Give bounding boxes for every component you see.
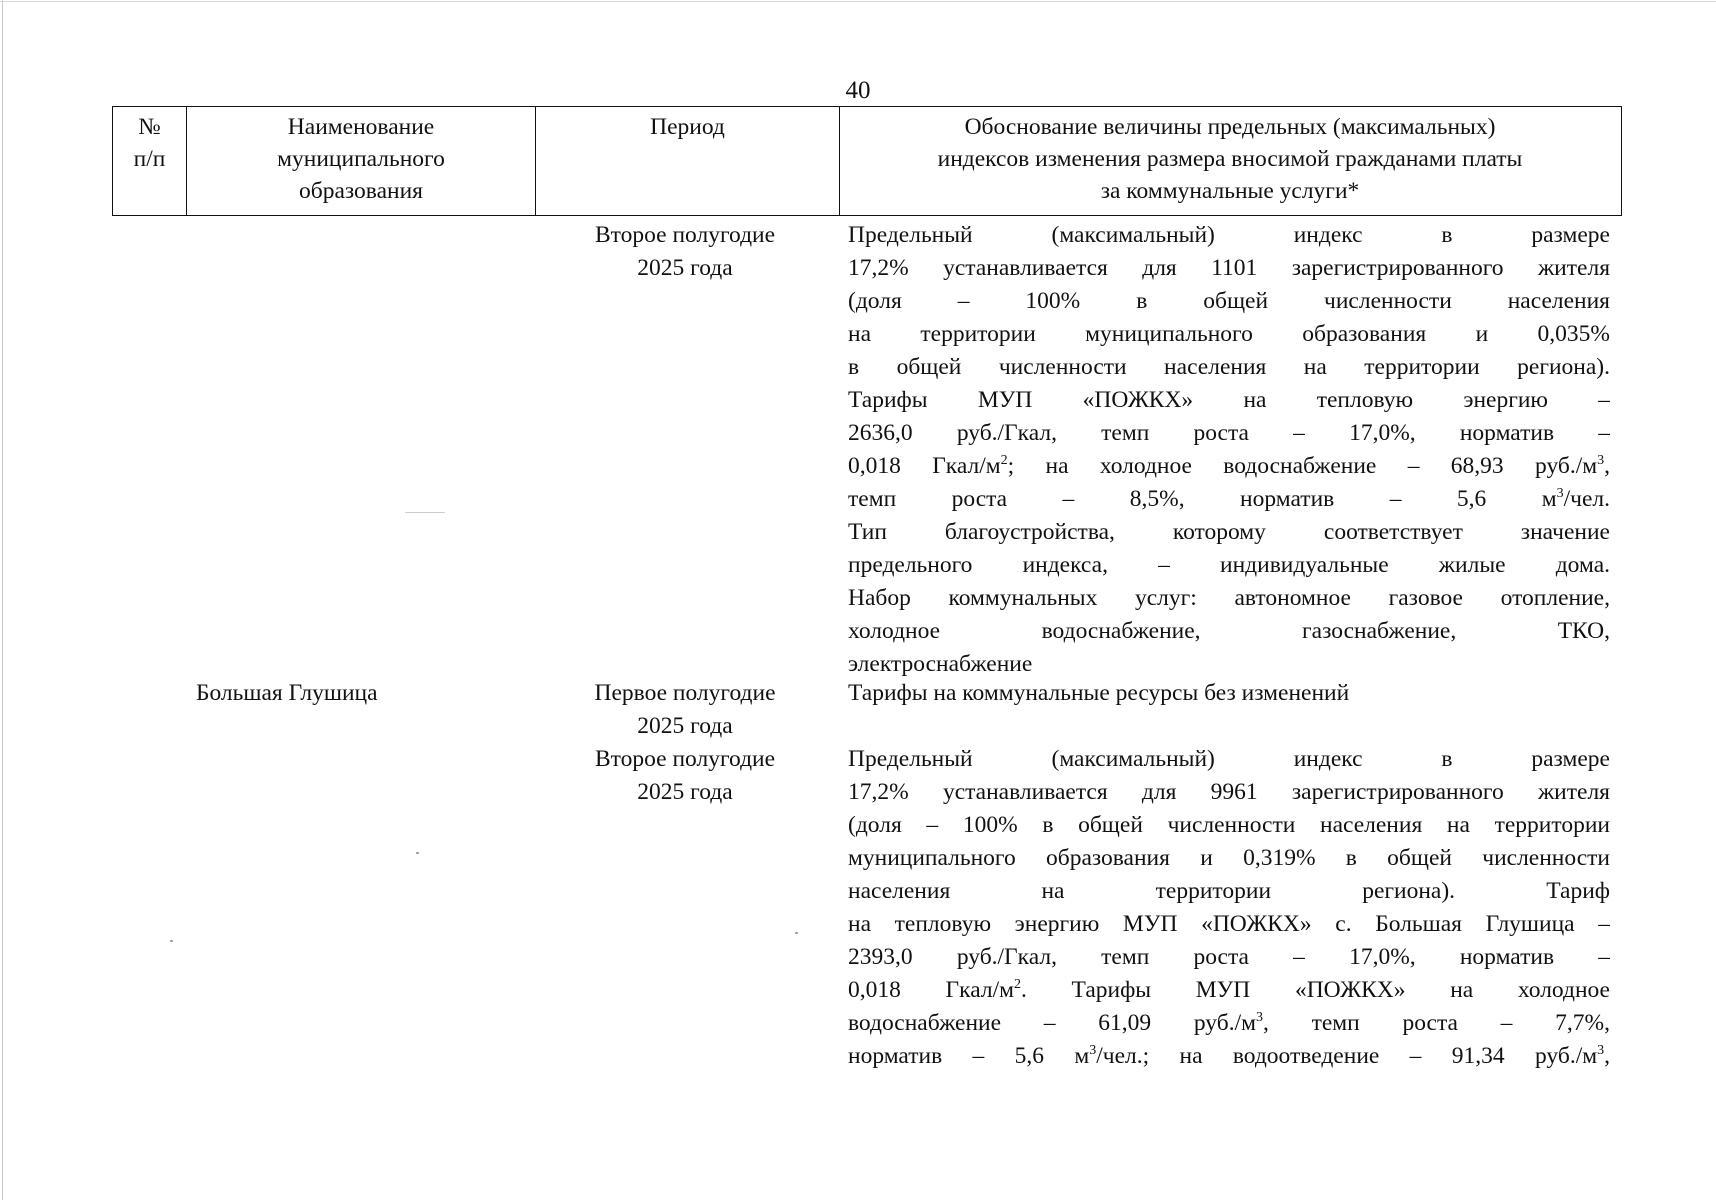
text-line: (доля – 100% в общей численности населения на территории [848,812,1610,838]
text-line: (доля – 100% в общей численности населения [848,288,1610,314]
period-text: Второе полугодие [594,746,776,772]
text-line: 0,018 Гкал/$м^2$; на холодное водоснабжение – 68,93 $руб./м^3$, [848,453,1610,479]
text-line: на тепловую энергию МУП «ПОЖКХ» с. Большая Глушица – [848,911,1610,937]
scan-edge-left [2,0,3,1200]
header-text: № [138,114,161,140]
text-line: населения на территории региона). Тариф [848,878,1610,904]
header-text: образования [299,178,423,204]
text-line: Тип благоустройства, которому соответствует значение [848,519,1610,545]
header-text: за коммунальные услуги* [1100,178,1360,204]
header-text: Период [650,114,725,140]
header-text: муниципального [277,146,445,172]
header-col-municipality [186,107,535,215]
text-line: муниципального образования и 0,319% в общей численности [848,845,1610,871]
scan-speck [405,512,445,513]
text-line: в общей численности населения на территории региона). [848,354,1610,380]
text-line: Предельный (максимальный) индекс в размере [848,746,1610,772]
header-text: индексов изменения размера вносимой гражданами платы [937,146,1523,172]
row-2-period [535,677,835,743]
scan-speck [170,940,173,942]
text-line: 2393,0 руб./Гкал, темп роста – 17,0%, норматив – [848,944,1610,970]
scan-speck [795,932,798,934]
table-header [112,106,1622,216]
text-line: 17,2% устанавливается для 1101 зарегистрированного жителя [848,255,1610,281]
text-line: норматив – 5,6 $м^3$/чел.; на водоотведение – 91,34 $руб./м^3$, [848,1043,1610,1069]
scan-edge-top [0,1,1716,2]
row-1-period [535,219,835,285]
text-line: холодное водоснабжение, газоснабжение, ТКО, [848,618,1610,644]
text-line: 17,2% устанавливается для 9961 зарегистрированного жителя [848,779,1610,805]
text-line: Предельный (максимальный) индекс в размере [848,222,1610,248]
row-3-period [535,743,835,809]
page-number: 40 [845,77,871,104]
header-col-period [535,107,839,215]
text-line: 2636,0 руб./Гкал, темп роста – 17,0%, норматив – [848,420,1610,446]
row-2-justification [848,677,1610,710]
row-1-justification [848,219,1610,681]
text-line: Тарифы на коммунальные ресурсы без изменений [848,680,1350,706]
period-text: Второе полугодие [594,222,776,248]
text-line: предельного индекса, – индивидуальные жилые дома. [848,552,1610,578]
text-line: Тарифы МУП «ПОЖКХ» на тепловую энергию – [848,387,1610,413]
header-col-justification [839,107,1620,215]
text-line: водоснабжение – 61,09 $руб./м^3$, темп роста – 7,7%, [848,1010,1610,1036]
period-text: 2025 года [637,255,733,281]
text-line: темп роста – 8,5%, норматив – 5,6 $м^3$/чел. [848,486,1610,512]
period-text: 2025 года [637,779,733,805]
text-line: Набор коммунальных услуг: автономное газовое отопление, [848,585,1610,611]
scan-speck [416,852,419,854]
header-col-number [113,107,186,215]
text-line: 0,018 Гкал/$м^2$. Тарифы МУП «ПОЖКХ» на холодное [848,977,1610,1003]
text-line: на территории муниципального образования и 0,035% [848,321,1610,347]
period-text: Первое полугодие [594,680,776,706]
row-2-municipality: Большая Глушица [196,680,378,706]
row-3-justification [848,743,1610,1073]
header-text: Обоснование величины предельных (максимальных) [964,114,1496,140]
header-text: Наименование [287,114,435,140]
header-text: п/п [133,146,166,172]
text-line: электроснабжение [848,651,1033,677]
period-text: 2025 года [637,713,733,739]
